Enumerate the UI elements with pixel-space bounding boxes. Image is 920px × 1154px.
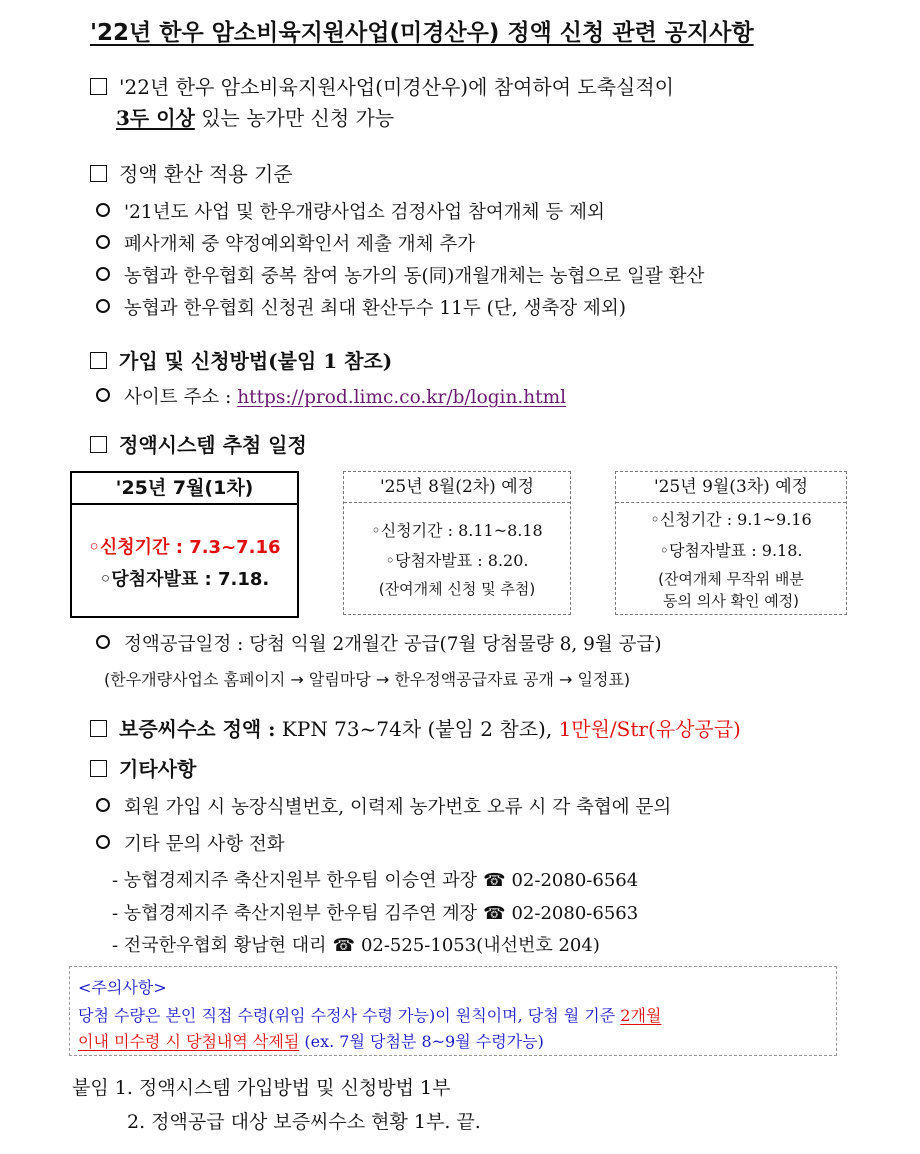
eligibility-line2 <box>116 102 394 131</box>
etc-item <box>96 793 671 819</box>
section-heading: 정액 환산 적용 기준 <box>119 162 293 186</box>
circle-bullet-icon <box>96 635 110 649</box>
section-etc <box>90 753 196 782</box>
notice-line-1 <box>78 1003 661 1026</box>
conversion-item-text: 농협과 한우협회 중복 참여 농가의 동(同)개월개체는 농협으로 일괄 환산 <box>124 266 705 287</box>
supply-schedule <box>96 630 662 656</box>
notice-text: 당첨 수량은 본인 직접 수령(위임 수정사 수령 가능)이 원칙이며, 당첨 월 기준 <box>78 1006 616 1025</box>
section-heading: 보증씨수소 정액 : <box>119 717 276 741</box>
conversion-item-text: 폐사개체 중 약정예외확인서 제출 개체 추가 <box>124 234 476 255</box>
etc-item <box>96 830 285 856</box>
notice-emphasis: 2개월 <box>620 1006 662 1025</box>
contact-name: - 농협경제지주 축산지원부 한우팀 김주연 계장 <box>112 903 478 924</box>
section-heading: 정액시스템 추첨 일정 <box>119 433 307 457</box>
notice-heading: <주의사항> <box>78 978 167 997</box>
checkbox-icon <box>90 436 107 453</box>
card-apply-period: ◦신청기간 : 8.11~8.18 <box>371 521 543 540</box>
contact-phone[interactable]: 02-525-1053(내선번호 204) <box>360 935 600 956</box>
card-announcement: ◦당첨자발표 : 9.18. <box>659 541 803 560</box>
conversion-item-text: '21년도 사업 및 한우개량사업소 검정사업 참여개체 등 제외 <box>124 202 605 223</box>
contact-phone[interactable]: 02-2080-6563 <box>511 903 639 924</box>
card-note: 동의 의사 확인 예정) <box>662 592 800 610</box>
card-header: '25년 7월(1차) <box>72 473 297 505</box>
contact-row <box>112 931 600 957</box>
contact-row <box>112 866 638 892</box>
semen-body: KPN 73~74차 (붙임 2 참조), <box>281 717 553 741</box>
contact-name: - 전국한우협회 황남현 대리 <box>112 935 327 956</box>
card-apply-period: ◦신청기간 : 7.3~7.16 <box>88 537 281 558</box>
site-label: 사이트 주소 : <box>124 387 232 408</box>
card-note: (잔여개체 신청 및 추첨) <box>378 580 536 598</box>
eligibility-text: '22년 한우 암소비육지원사업(미경산우)에 참여하여 도축실적이 <box>119 75 674 99</box>
circle-bullet-icon <box>96 203 110 217</box>
supply-text: 정액공급일정 : 당첨 익월 2개월간 공급(7월 당첨물량 8, 9월 공급) <box>124 634 662 655</box>
telephone-icon: ☎ <box>483 903 506 924</box>
card-header: '25년 9월(3차) 예정 <box>616 472 846 503</box>
checkbox-icon <box>90 165 107 182</box>
telephone-icon: ☎ <box>483 870 506 891</box>
card-apply-period: ◦신청기간 : 9.1~9.16 <box>650 510 812 529</box>
notice-line-2 <box>78 1029 544 1052</box>
section-conversion <box>90 158 293 187</box>
checkbox-icon <box>90 352 107 369</box>
site-link[interactable]: https://prod.limc.co.kr/b/login.html <box>237 387 567 408</box>
section-heading: 가입 및 신청방법(붙임 1 참조) <box>119 349 393 373</box>
attachment-2: 2. 정액공급 대상 보증씨수소 현황 1부. 끝. <box>127 1111 481 1133</box>
eligibility-line2-text: 있는 농가만 신청 가능 <box>201 106 395 130</box>
section-schedule <box>90 429 307 458</box>
schedule-card-3 <box>615 471 847 615</box>
checkbox-icon <box>90 760 107 777</box>
section-eligibility <box>90 71 674 100</box>
notice-box <box>69 966 837 1056</box>
circle-bullet-icon <box>96 798 110 812</box>
schedule-card-2 <box>343 471 571 615</box>
eligibility-min-count: 3두 이상 <box>116 106 195 130</box>
circle-bullet-icon <box>96 299 110 313</box>
circle-bullet-icon <box>96 267 110 281</box>
card-header: '25년 8월(2차) 예정 <box>344 472 570 503</box>
card-note: (잔여개체 무작위 배분 <box>658 570 804 588</box>
conversion-item <box>96 294 626 320</box>
notice-text: (ex. 7월 당첨분 8~9월 수령가능) <box>304 1032 544 1051</box>
contact-row <box>112 899 638 925</box>
section-signup <box>90 345 392 374</box>
checkbox-icon <box>90 78 107 95</box>
contact-name: - 농협경제지주 축산지원부 한우팀 이승연 과장 <box>112 870 478 891</box>
conversion-item <box>96 198 605 224</box>
site-address-row <box>96 383 566 409</box>
section-semen <box>90 713 741 742</box>
circle-bullet-icon <box>96 235 110 249</box>
conversion-item-text: 농협과 한우협회 신청권 최대 환산두수 11두 (단, 생축장 제외) <box>124 298 626 319</box>
etc-item-text: 회원 가입 시 농장식별번호, 이력제 농가번호 오류 시 각 축협에 문의 <box>124 797 672 818</box>
notice-emphasis: 이내 미수령 시 당첨내역 삭제됨 <box>78 1032 300 1051</box>
card-announcement: ◦당첨자발표 : 8.20. <box>385 551 529 570</box>
conversion-item <box>96 230 475 256</box>
conversion-item <box>96 262 704 288</box>
supply-path: (한우개량사업소 홈페이지 → 알림마당 → 한우정액공급자료 공개 → 일정표) <box>104 670 631 689</box>
telephone-icon: ☎ <box>332 935 355 956</box>
card-announcement: ◦당첨자발표 : 7.18. <box>99 569 270 590</box>
etc-item-text: 기타 문의 사항 전화 <box>124 834 285 855</box>
section-heading: 기타사항 <box>119 757 197 781</box>
page-title: '22년 한우 암소비육지원사업(미경산우) 정액 신청 관련 공지사항 <box>90 20 754 46</box>
circle-bullet-icon <box>96 388 110 402</box>
schedule-card-1 <box>70 471 299 618</box>
semen-price: 1만원/Str(유상공급) <box>558 717 741 741</box>
contact-phone[interactable]: 02-2080-6564 <box>511 870 639 891</box>
checkbox-icon <box>90 720 107 737</box>
circle-bullet-icon <box>96 835 110 849</box>
attachment-1: 붙임 1. 정액시스템 가입방법 및 신청방법 1부 <box>72 1077 451 1099</box>
